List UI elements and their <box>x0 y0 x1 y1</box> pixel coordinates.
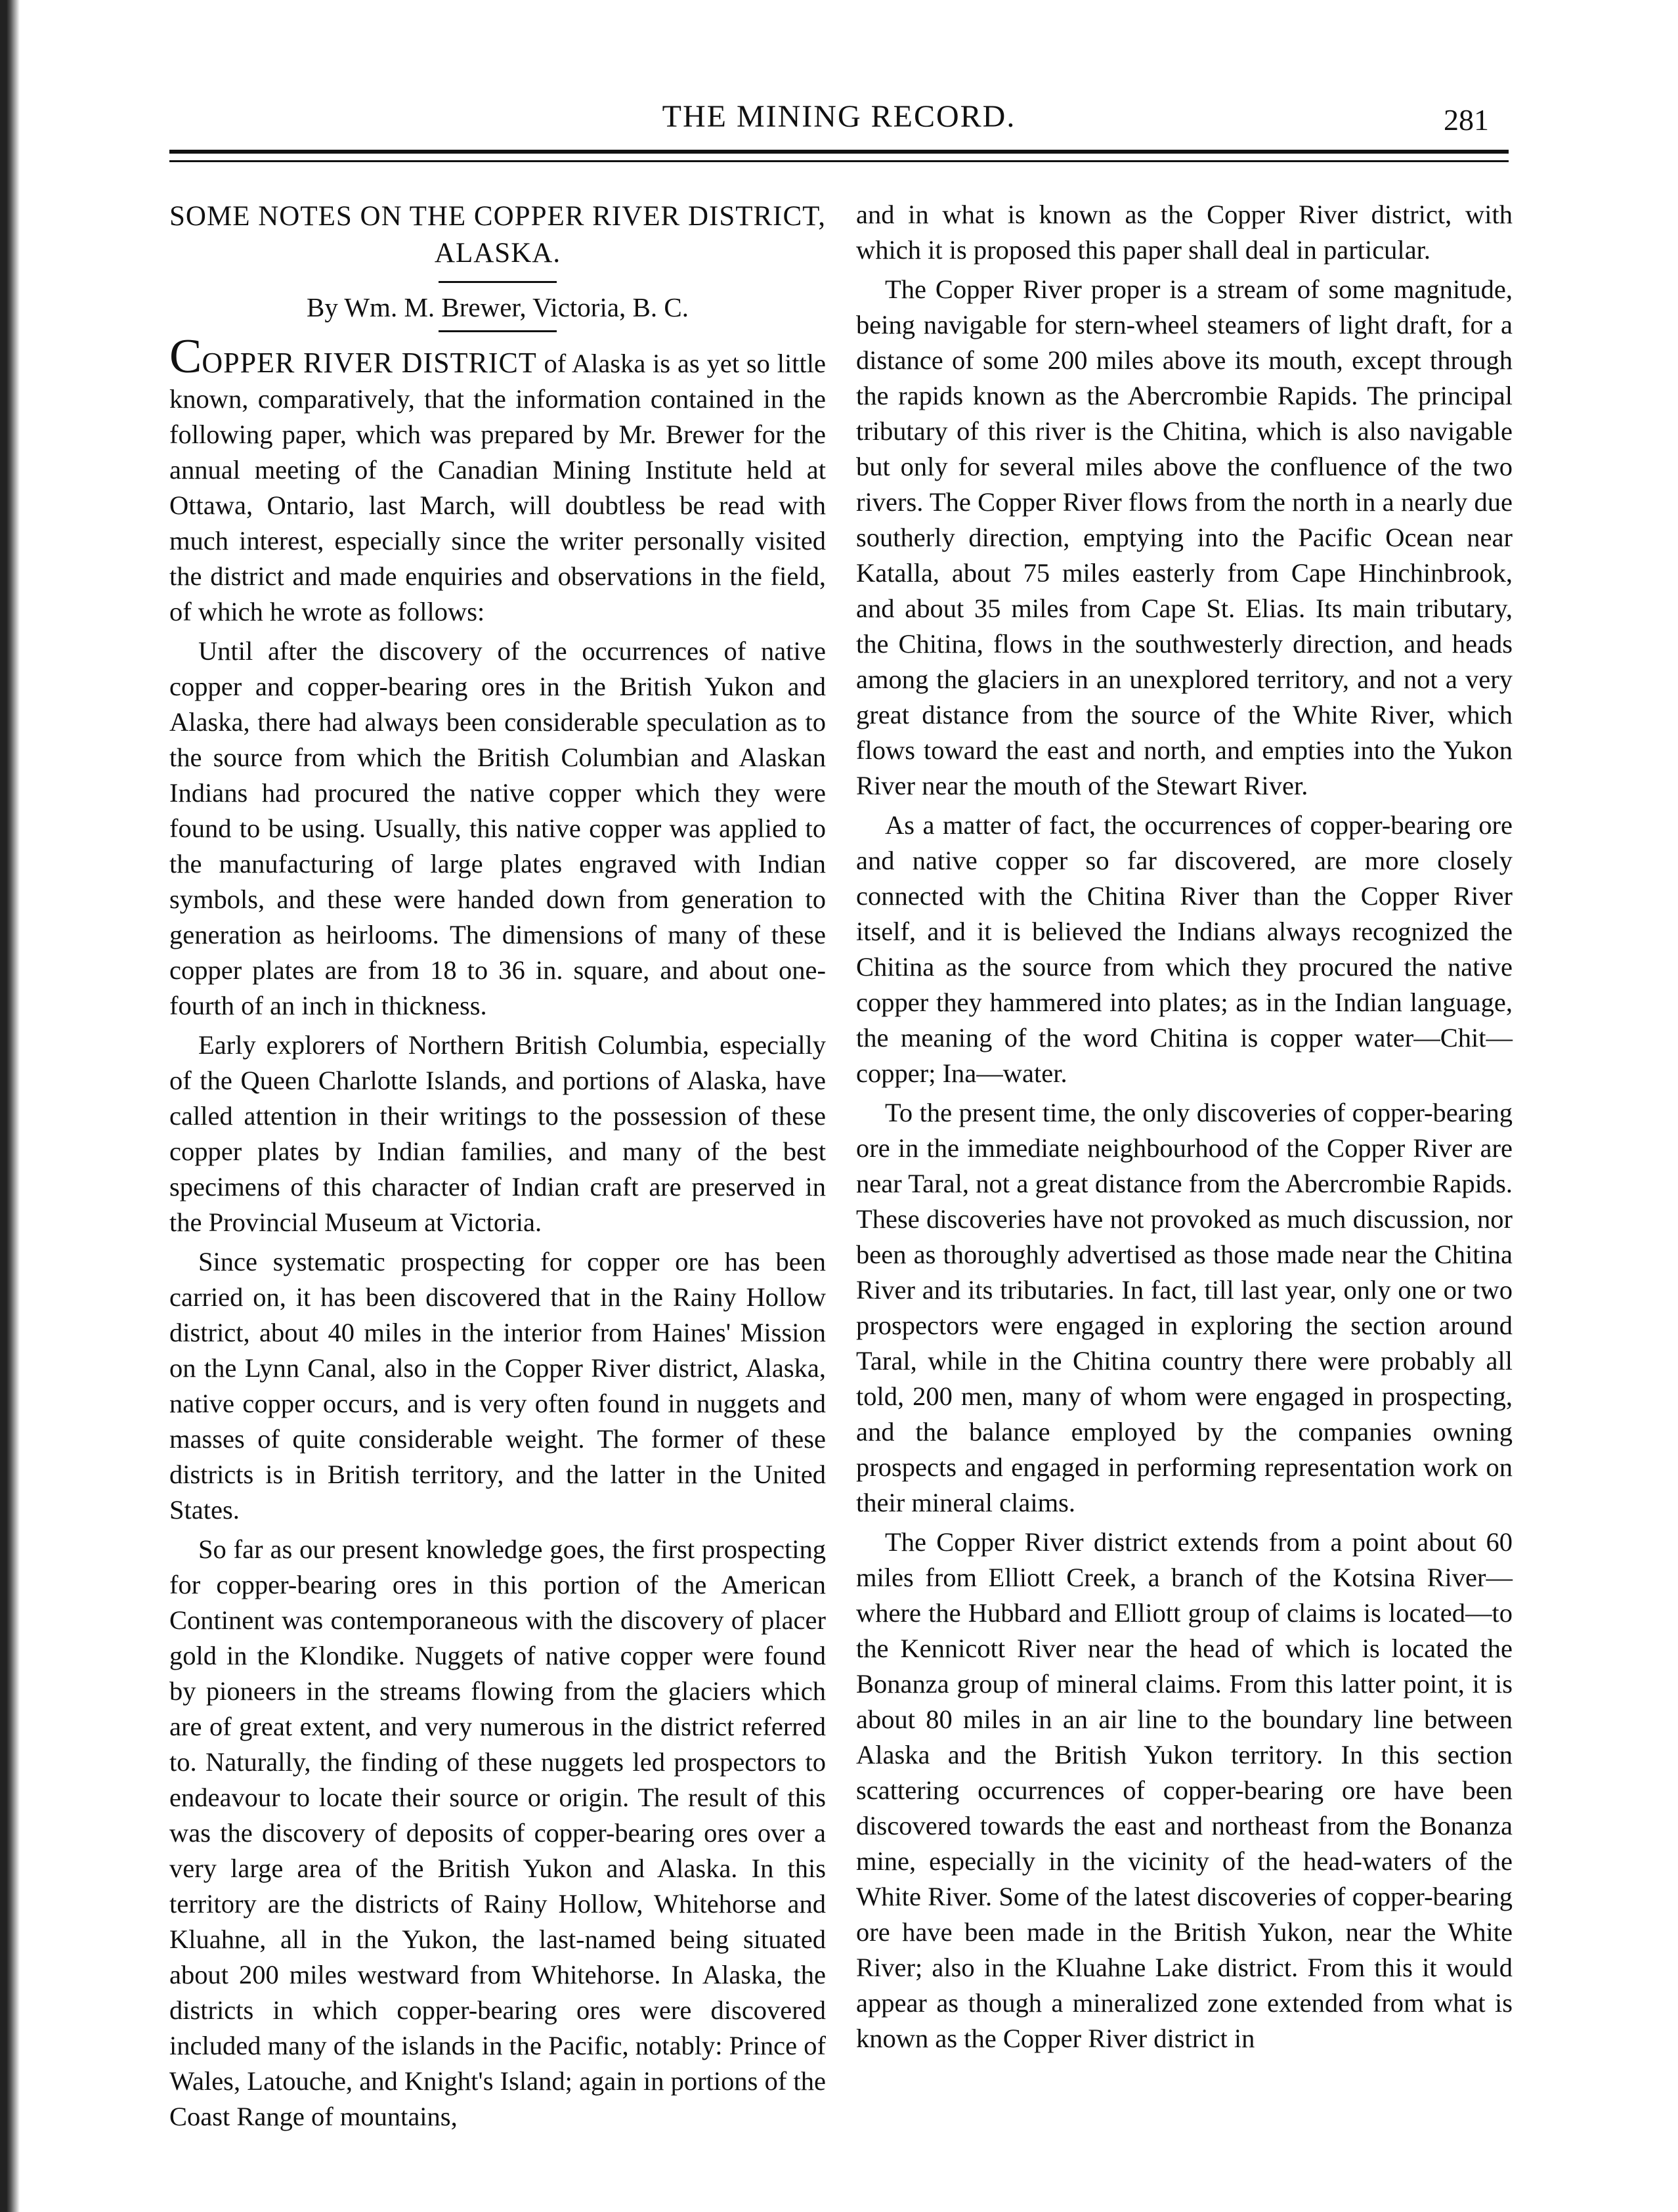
right-column <box>856 197 1513 2060</box>
body-paragraph: Early explorers of Northern British Columbia, especially of the Queen Charlotte Islands, and portions of Alaska, have called attention in their writings to the possession of these copper plates by Indian families, and many of the best specimens of this character of Indian craft are preserved in the Provincial Museum at Victoria. <box>169 1030 826 1237</box>
drop-cap: C <box>169 330 202 383</box>
header-rule-thin <box>169 160 1509 162</box>
lead-text: of Alaska is as yet so little known, comparatively, that the information contained in the following paper, which was prepared by Mr. Brewer for the annual meeting of the Canadian Mining Institute held at Ottawa, Ontario, last March, will doubtless be read with much interest, especially since the writer personally visited the district and made enquiries and observations in the field, of which he wrote as follows: <box>169 349 826 626</box>
body-paragraph: Since systematic prospecting for copper ore has been carried on, it has been discovered that in the Rainy Hollow district, about 40 miles in the interior from Haines' Mission on the Lynn Canal, also in the Copper River district, Alaska, native copper occurs, and is very often found in nuggets and masses of quite considerable weight. The former of these districts is in British territory, and the latter in the United States. <box>169 1247 826 1525</box>
header-rule-thick <box>169 150 1509 154</box>
body-paragraph: The Copper River proper is a stream of some magnitude, being navigable for stern-wheel steamers of light draft, for a distance of some 200 miles above its mouth, except through the rapids known as the Abercrombie Rapids. The principal tributary of this river is the Chitina, which is also navigable but only for several miles above the confluence of the two rivers. The Copper River flows from the north in a nearly due southerly direction, emptying into the Pacific Ocean near Katalla, about 75 miles easterly from Cape Hinchinbrook, and about 35 miles from Cape St. Elias. Its main tributary, the Chitina, flows in the southwesterly direction, and heads among the glaciers in an unexplored territory, and not a very great distance from the source of the White River, which flows toward the east and north, and empties into the Yukon River near the mouth of the Stewart River. <box>856 274 1513 800</box>
article-title: SOME NOTES ON THE COPPER RIVER DISTRICT, ALASKA. <box>169 201 827 269</box>
body-paragraph: Until after the discovery of the occurrences of native copper and copper-bearing ores in the British Yukon and Alaska, there had always been considerable speculation as to the source from which the British Columbian and Alaskan Indians had procured the native copper which they were found to be using. Usually, this native copper was applied to the manufacturing of large plates engraved with Indian symbols, and these were handed down from generation to generation as heirlooms. The dimensions of many of these copper plates are from 18 to 36 in. square, and about one-fourth of an inch in thickness. <box>169 636 826 1020</box>
body-paragraph: So far as our present knowledge goes, the first prospecting for copper-bearing ores in this portion of the American Continent was contemporaneous with the discovery of placer gold in the Klondike. Nuggets of native copper were found by pioneers in the streams flowing from the glaciers which are of great extent, and very numerous in the district referred to. Naturally, the finding of these nuggets led prospectors to endeavour to locate their source or origin. The result of this was the discovery of deposits of copper-bearing ores over a very large area of the British Yukon and Alaska. In this territory are the districts of Rainy Hollow, Whitehorse and Kluahne, all in the Yukon, the last-named being situated about 200 miles westward from Whitehorse. In Alaska, the districts in which copper-bearing ores were discovered included many of the islands in the Pacific, notably: Prince of Wales, Latouche, and Knight's Island; again in portions of the Coast Range of mountains, <box>169 1534 826 2131</box>
body-paragraph: The Copper River district extends from a point about 60 miles from Elliott Creek, a branch of the Kotsina River—where the Hubbard and Elliott group of claims is located—to the Kennicott River near the head of which is located the Bonanza group of mineral claims. From this latter point, it is about 80 miles in an air line to the boundary line between Alaska and the British Yukon territory. In this section scattering occurrences of copper-bearing ore have been discovered towards the east and northeast from the Bonanza mine, especially in the vicinity of the head-waters of the White River. Some of the latest discoveries of copper-bearing ore have been made in the British Yukon, near the White River; also in the Kluahne Lake district. From this it would appear as though a mineralized zone extended from what is known as the Copper River district in <box>856 1527 1513 2053</box>
lead-paragraph <box>169 330 826 630</box>
article-byline: By Wm. M. Brewer, Victoria, B. C. <box>307 292 689 322</box>
title-rule <box>439 281 557 283</box>
lead-caps: OPPER RIVER DISTRICT <box>202 347 537 379</box>
page-binding-edge <box>0 0 22 2212</box>
left-column <box>169 197 826 2138</box>
body-paragraph: To the present time, the only discoveries of copper-bearing ore in the immediate neighbourhood of the Copper River are near Taral, not a great distance from the Abercrombie Rapids. These discoveries have not provoked as much discussion, nor been as thoroughly advertised as those made near the Chitina River and its tributaries. In fact, till last year, only one or two prospectors were engaged in exploring the section around Taral, while in the Chitina country there were probably all told, 200 men, many of whom were engaged in prospecting, and the balance employed by the companies owning prospects and engaged in performing representation work on their mineral claims. <box>856 1098 1513 1517</box>
page-header <box>169 98 1509 158</box>
byline-rule <box>439 330 557 332</box>
running-head: THE MINING RECORD. <box>662 99 1016 134</box>
body-paragraph: As a matter of fact, the occurrences of copper-bearing ore and native copper so far discovered, are more closely connected with the Chitina River than the Copper River itself, and it is believed the Indians always recognized the Chitina as the source from which they procured the native copper they hammered into plates; as in the Indian language, the meaning of the word Chitina is copper water—Chit—copper; Ina—water. <box>856 810 1513 1088</box>
page-number: 281 <box>1444 103 1489 137</box>
body-paragraph-continued: and in what is known as the Copper River district, with which it is proposed this paper shall deal in particular. <box>856 200 1513 265</box>
